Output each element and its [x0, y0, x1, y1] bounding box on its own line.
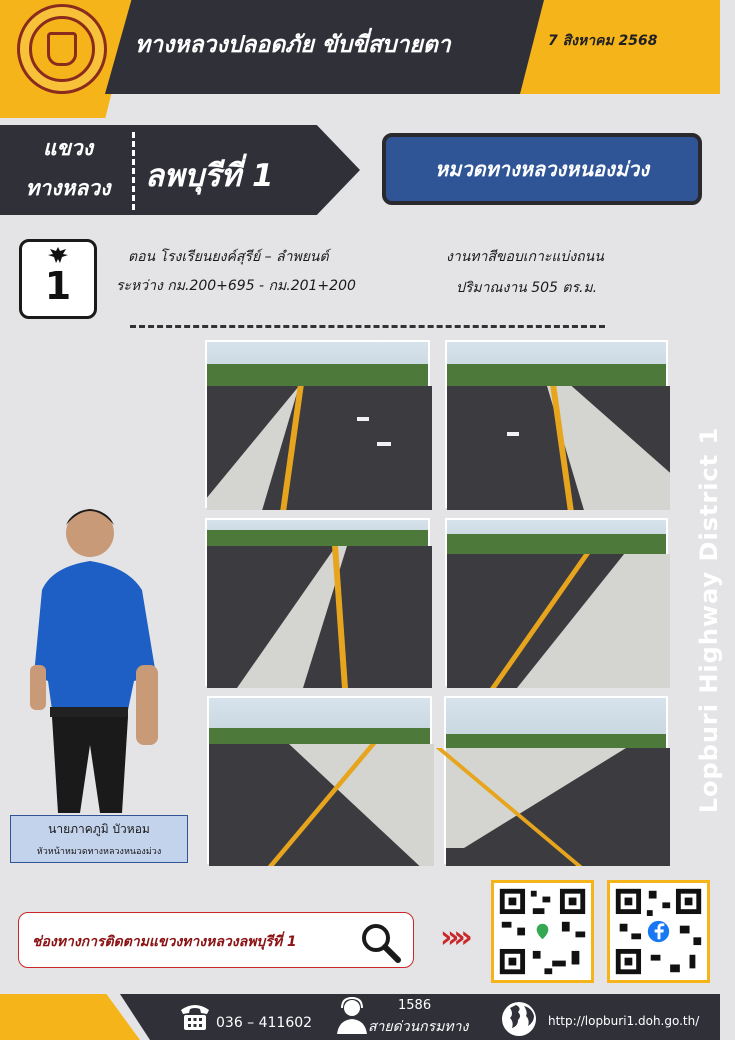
work-photo-5	[207, 696, 432, 864]
route-range: ระหว่าง กม.200+695 - กม.201+200	[116, 278, 356, 294]
footer-phone[interactable]: 036 – 411602	[216, 1015, 313, 1031]
district-divider	[132, 132, 135, 210]
work-photo-6	[444, 696, 668, 864]
unit-name: หมวดทางหลวงหนองม่วง	[434, 157, 649, 181]
district-english-name: Lopburi Highway District 1	[695, 426, 723, 814]
qr-code-map-icon[interactable]	[491, 880, 594, 983]
work-photo-1	[205, 340, 430, 508]
hotline-label: สายด่วนกรมทาง	[368, 1019, 469, 1035]
search-icon	[358, 920, 402, 964]
district-name: ลพบุรีที่ 1	[145, 158, 274, 194]
work-photo-2	[445, 340, 668, 508]
person-position: หัวหน้าหมวดทางหลวงหนองม่วง	[36, 847, 162, 857]
work-title: งานทาสีขอบเกาะแบ่งถนน	[446, 249, 604, 265]
route-number: 1	[44, 264, 72, 308]
website-link[interactable]: http://lopburi1.doh.go.th/	[548, 1014, 700, 1028]
person-name-card	[10, 815, 188, 863]
person-name: นายภาคภูมิ บัวหอม	[48, 822, 150, 836]
section-divider	[130, 325, 605, 328]
route-number-badge	[19, 239, 97, 319]
doh-logo-icon	[17, 4, 107, 94]
route-section: ตอน โรงเรียนยงค์สุรีย์ – ลำพยนต์	[128, 249, 329, 265]
person-photo	[30, 495, 170, 815]
work-amount: ปริมาณงาน 505 ตร.ม.	[456, 280, 598, 296]
garuda-icon	[46, 246, 70, 264]
globe-icon	[500, 1000, 538, 1038]
work-photo-3	[205, 518, 430, 686]
qr-code-facebook-icon[interactable]	[607, 880, 710, 983]
unit-badge	[382, 133, 702, 205]
district-label: แขวง ทางหลวง	[25, 136, 111, 200]
work-photo-4	[445, 518, 668, 686]
page-title: ทางหลวงปลอดภัย ขับขี่สบายตา	[135, 32, 451, 58]
footer-accent	[0, 994, 140, 1040]
telephone-icon	[178, 1000, 212, 1032]
header-date: 7 สิงหาคม 2568	[548, 33, 658, 49]
hotline-operator-icon	[335, 996, 369, 1036]
follow-channels-text: ช่องทางการติดตามแขวงทางหลวงลพบุรีที่ 1	[32, 934, 297, 950]
chevron-right-icon: »»	[440, 920, 467, 955]
hotline-number[interactable]: 1586	[398, 998, 432, 1013]
